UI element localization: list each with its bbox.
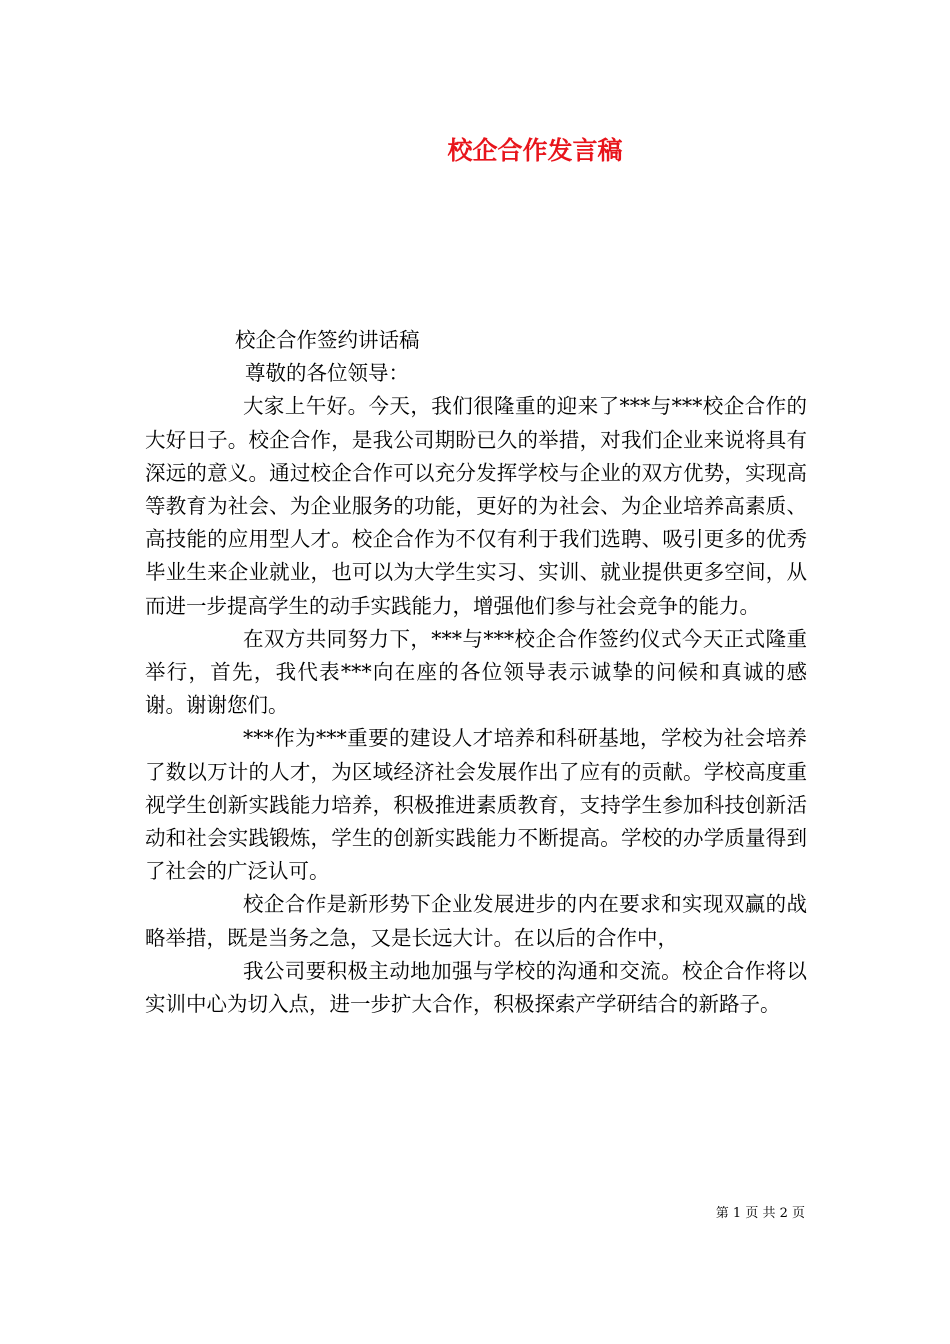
document-subtitle: 校企合作签约讲话稿	[235, 328, 420, 352]
paragraph: 大家上午好。今天，我们很隆重的迎来了***与***校企合作的大好日子。校企合作，是我公司期盼已久的举措，对我们企业来说将具有深远的意义。通过校企合作可以充分发挥学校与企业的双方优势，实现高等教育为社会、为企业服务的功能，更好的为社会、为企业培养高素质、高技能的应用型人才。校企合作为不仅有利于我们选聘、吸引更多的优秀毕业生来企业就业，也可以为大学生实习、实训、就业提供更多空间，从而进一步提高学生的动手实践能力，增强他们参与社会竞争的能力。	[145, 394, 807, 618]
page-number: 第 1 页 共 2 页	[715, 1206, 805, 1221]
paragraph: 我公司要积极主动地加强与学校的沟通和交流。校企合作将以实训中心为切入点，进一步扩大合作，积极探索产学研结合的新路子。	[145, 958, 807, 1017]
document-title: 校企合作发言稿	[447, 136, 623, 165]
paragraph: ***作为***重要的建设人才培养和科研基地，学校为社会培养了数以万计的人才，为区域经济社会发展作出了应有的贡献。学校高度重视学生创新实践能力培养，积极推进素质教育，支持学生参加科技创新活动和社会实践锻炼，学生的创新实践能力不断提高。学校的办学质量得到了社会的广泛认可。	[145, 726, 807, 884]
paragraph: 校企合作是新形势下企业发展进步的内在要求和实现双赢的战略举措，既是当务之急，又是长远大计。在以后的合作中，	[145, 892, 807, 950]
document-body	[145, 324, 807, 1021]
paragraph: 在双方共同努力下，***与***校企合作签约仪式今天正式隆重举行，首先，我代表***向在座的各位领导表示诚挚的问候和真诚的感谢。谢谢您们。	[145, 626, 807, 718]
salutation: 尊敬的各位领导：	[245, 361, 409, 386]
